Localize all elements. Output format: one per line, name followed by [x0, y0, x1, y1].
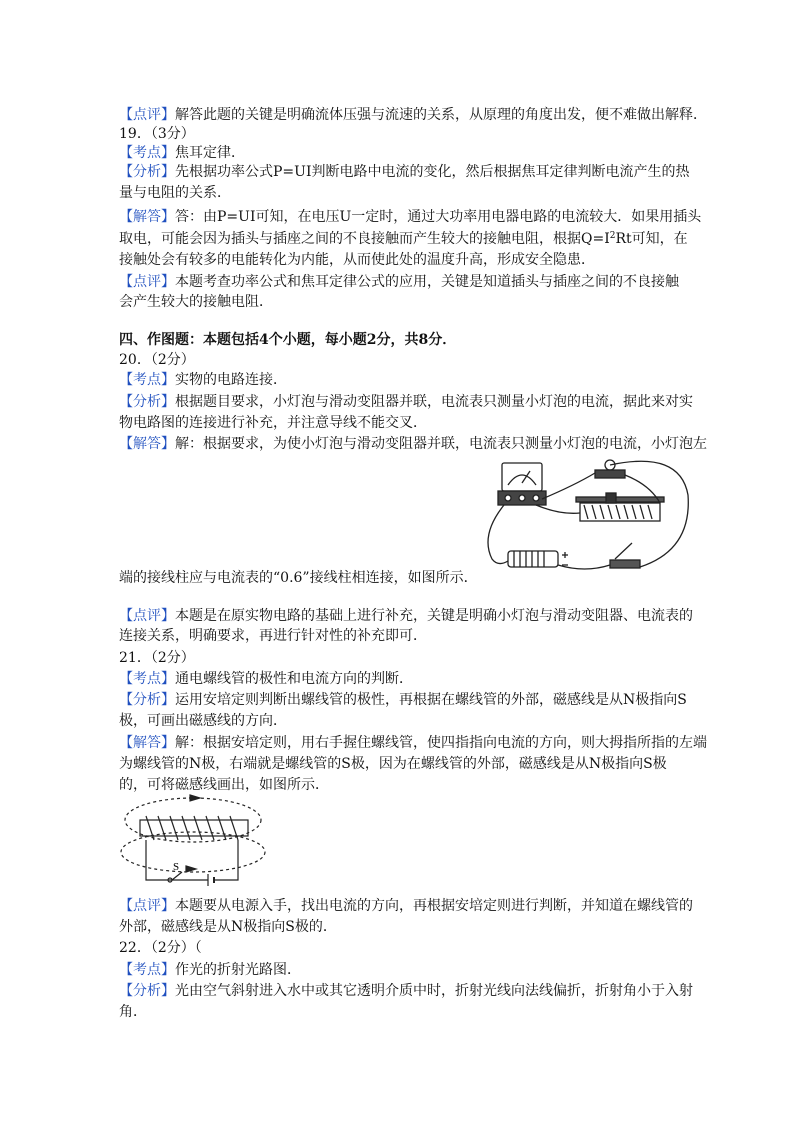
q18-comment-tag: 【点评】: [119, 107, 175, 123]
q20-answer-line1: [119, 434, 707, 454]
arrow-icon: [190, 795, 200, 801]
q19-comment-tag: 【点评】: [119, 274, 175, 290]
q20-analysis-tag: 【分析】: [119, 394, 175, 410]
q22-header: 22．（2分）（: [119, 940, 202, 956]
q20-point-tag: 【考点】: [119, 372, 175, 388]
q19-analysis-text1: 先根据功率公式P=UI判断电路中电流的变化，然后根据焦耳定律判断电流产生的热: [175, 164, 690, 180]
q21-analysis-line2: 极，可画出磁感线的方向．: [119, 713, 287, 729]
q20-comment-line2: 连接关系，明确要求，再进行针对性的补充即可．: [119, 628, 427, 644]
q21-answer-line1: [119, 733, 707, 753]
q20-point: [119, 370, 287, 390]
q21-point: [119, 669, 413, 689]
q22-point-text: 作光的折射光路图．: [175, 962, 301, 978]
q19-answer-text2b: Rt可知，在: [615, 231, 688, 247]
q18-comment-text: 解答此题的关键是明确流体压强与流速的关系，从原理的角度出发，便不难做出解释．: [175, 107, 707, 123]
q22-analysis-tag: 【分析】: [119, 983, 175, 999]
q20-comment-text1: 本题是在原实物电路的基础上进行补充，关键是明确小灯泡与滑动变阻器、电流表的: [175, 608, 693, 624]
q21-answer-line3: 的，可将磁感线画出，如图所示．: [119, 777, 329, 793]
q20-analysis-line1: [119, 392, 693, 412]
solenoid-figure: [118, 792, 268, 892]
field-line-lower: [121, 832, 265, 872]
q21-answer-text1: 解：根据安培定则，用右手握住螺线管，使四指指向电流的方向，则大拇指所指的左端: [175, 735, 707, 751]
q20-analysis-line2: 物电路图的连接进行补充，并注意导线不能交叉．: [119, 415, 427, 431]
q19-answer-tag: 【解答】: [119, 209, 175, 225]
switch-label: S: [173, 861, 180, 873]
q21-comment-text1: 本题要从电源入手，找出电流的方向，再根据安培定则进行判断，并知道在螺线管的: [175, 898, 693, 914]
q20-answer-tag: 【解答】: [119, 436, 175, 452]
q20-point-text: 实物的电路连接．: [175, 372, 287, 388]
q22-analysis-line2: 角．: [119, 1004, 147, 1020]
q19-answer-text1: 答：由P=UI可知，在电压U一定时，通过大功率用电器电路的电流较大．如果用插头: [175, 209, 702, 225]
section-heading: 四、作图题：本题包括4个小题，每小题2分，共8分．: [119, 332, 457, 348]
q19-answer-text2a: 取电，可能会因为插头与插座之间的不良接触而产生较大的接触电阻，根据Q=I: [119, 231, 610, 247]
q21-analysis-tag: 【分析】: [119, 692, 175, 708]
circuit-figure: [480, 455, 695, 580]
q21-point-text: 通电螺线管的极性和电流方向的判断．: [175, 671, 413, 687]
switch-lever: [172, 872, 182, 880]
q19-point: [119, 143, 245, 163]
q22-analysis-text1: 光由空气斜射进入水中或其它透明介质中时，折射光线向法线偏折，折射角小于入射: [175, 983, 693, 999]
q22-point: [119, 960, 301, 980]
q22-point-tag: 【考点】: [119, 962, 175, 978]
q21-comment-line1: [119, 896, 693, 916]
q19-point-text: 焦耳定律．: [175, 145, 245, 161]
q19-header: 19．（3分）: [119, 126, 195, 142]
q20-analysis-text1: 根据题目要求，小灯泡与滑动变阻器并联，电流表只测量小灯泡的电流，据此来对实: [175, 394, 693, 410]
q21-point-tag: 【考点】: [119, 671, 175, 687]
q20-answer-text1: 解：根据要求，为使小灯泡与滑动变阻器并联，电流表只测量小灯泡的电流，小灯泡左: [175, 436, 707, 452]
q20-header: 20．（2分）: [119, 352, 195, 368]
q19-point-tag: 【考点】: [119, 145, 175, 161]
q21-comment-tag: 【点评】: [119, 898, 175, 914]
battery-icon: [508, 551, 558, 567]
q19-comment-text1: 本题考查功率公式和焦耳定律公式的应用，关键是知道插头与插座之间的不良接触: [175, 274, 679, 290]
q19-answer-sup: 2: [609, 231, 616, 241]
q21-comment-line2: 外部，磁感线是从N极指向S极的．: [119, 919, 337, 935]
q21-answer-line2: 为螺线管的N极，右端就是螺线管的S极，因为在螺线管的外部，磁感线是从N极指向S极: [119, 756, 667, 772]
ammeter-icon: [502, 463, 542, 491]
q21-header: 21．（2分）: [119, 650, 195, 666]
q19-comment-line2: 会产生较大的接触电阻．: [119, 294, 273, 310]
switch-icon: [610, 560, 640, 568]
q19-analysis-line2: 量与电阻的关系．: [119, 185, 231, 201]
q19-answer-line1: [119, 207, 701, 227]
q18-comment: [119, 105, 707, 125]
current-arrow-icon: [186, 866, 196, 872]
q20-comment-line1: [119, 606, 693, 626]
q20-answer-line2: 端的接线柱应与电流表的“0.6”接线柱相连接，如图所示．: [119, 570, 478, 586]
q20-comment-tag: 【点评】: [119, 608, 175, 624]
q19-answer-line3: 接触处会有较多的电能转化为内能，从而使此处的温度升高，形成安全隐患．: [119, 252, 595, 268]
q19-analysis-tag: 【分析】: [119, 164, 175, 180]
q21-analysis-text1: 运用安培定则判断出螺线管的极性，再根据在螺线管的外部，磁感线是从N极指向S: [175, 692, 687, 708]
q19-comment-line1: [119, 272, 679, 292]
q19-answer-line2: [119, 229, 688, 249]
q21-answer-tag: 【解答】: [119, 735, 175, 751]
q22-analysis-line1: [119, 981, 693, 1001]
q21-analysis-line1: [119, 690, 687, 710]
q19-analysis-line1: [119, 162, 689, 182]
